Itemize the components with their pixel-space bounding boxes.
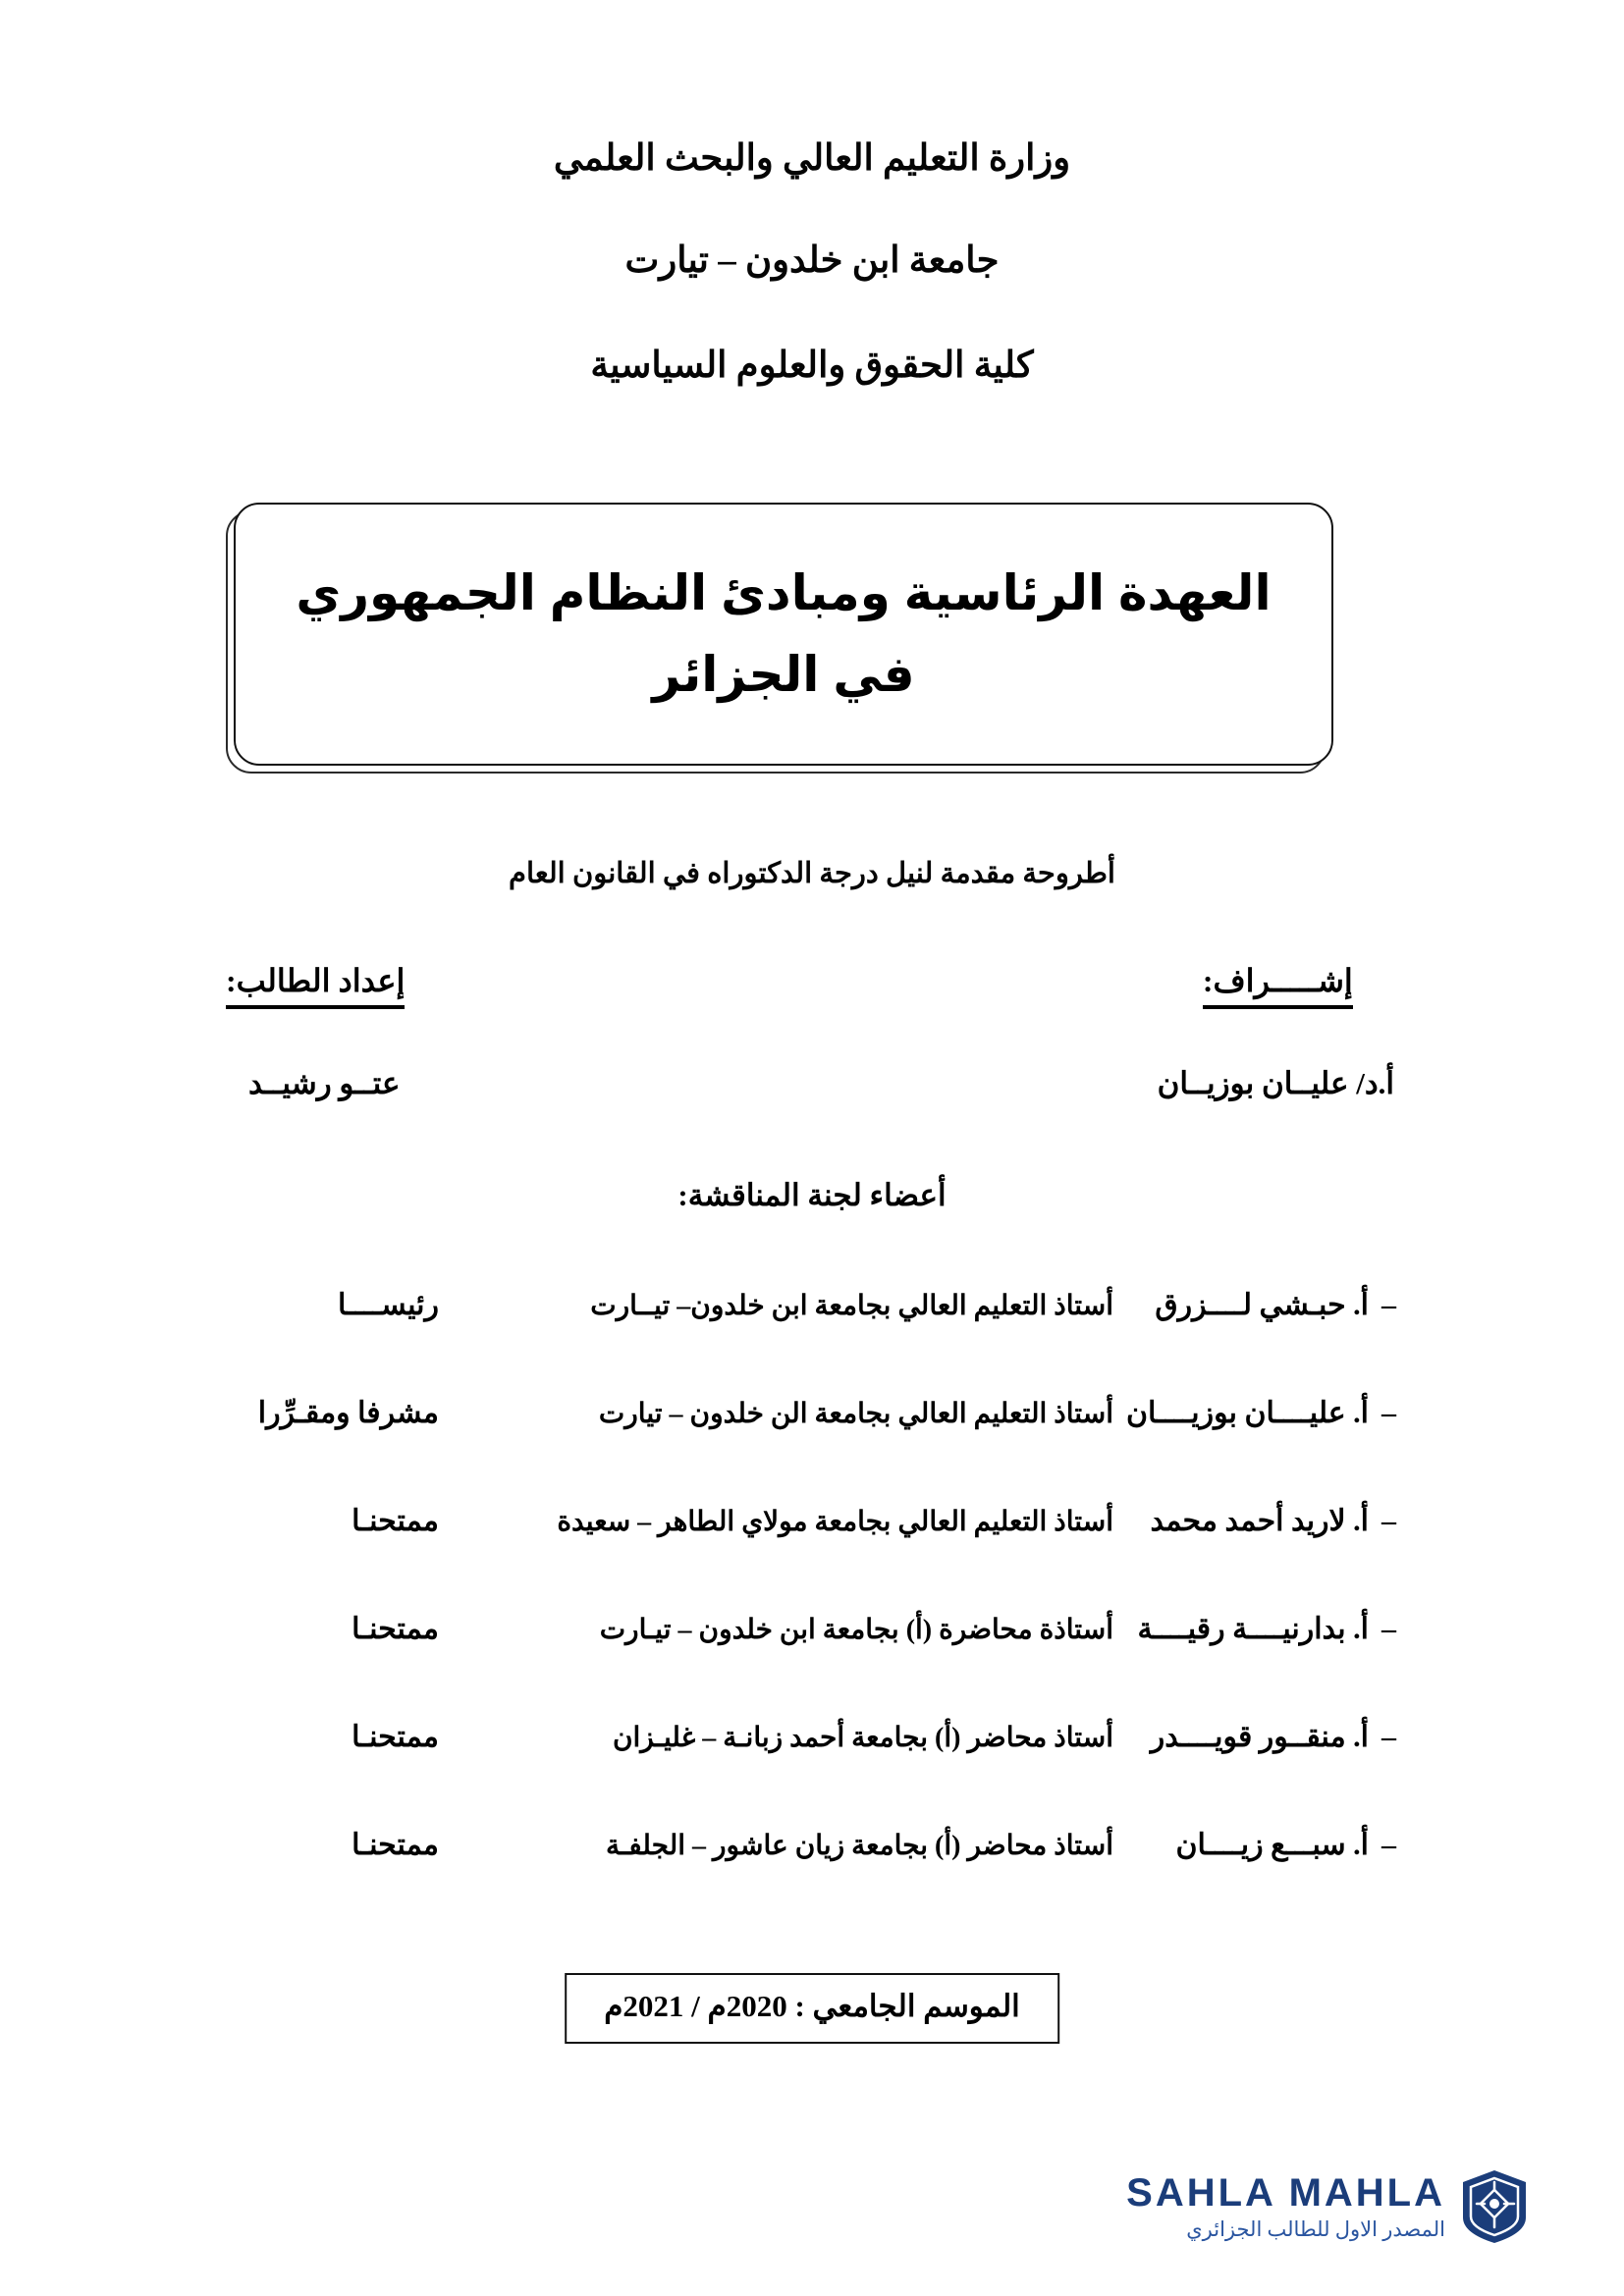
bullet-dash: – <box>1381 1289 1396 1321</box>
committee-member-role: مشرفا ومقـرِّرا <box>257 1397 439 1429</box>
authorship-row <box>226 962 1398 1101</box>
bullet-dash: – <box>1381 1721 1396 1753</box>
committee-member-rank: أستاذ التعليم العالي بجامعة الن خلدون – تيارت <box>598 1399 1113 1429</box>
committee-member-name: أ. سبـــع زيــــان <box>1175 1829 1369 1861</box>
supervisor-name: أ.د/ عليــان بوزيــان <box>1157 1066 1394 1100</box>
committee-member-rank: أستاذ محاضر (أ) بجامعة أحمد زبانـة – غليـزان <box>612 1723 1113 1753</box>
watermark-texts <box>1126 2172 1445 2242</box>
bullet-dash: – <box>1381 1505 1396 1537</box>
committee-row <box>228 1720 1396 1828</box>
committee-member-rank: أستاذ التعليم العالي بجامعة مولاي الطاهر – سعيدة <box>557 1507 1113 1537</box>
watermark-tagline: المصدر الاول للطالب الجزائري <box>1186 2216 1445 2241</box>
academic-year-box: الموسم الجامعي : 2020م / 2021م <box>565 1973 1059 2044</box>
committee-list <box>228 1288 1396 1936</box>
student-block <box>226 962 405 1101</box>
bullet-dash: – <box>1381 1829 1396 1861</box>
committee-row <box>228 1288 1396 1396</box>
committee-row <box>228 1504 1396 1612</box>
committee-member-name: أ. منقــور قويــــدر <box>1150 1721 1369 1753</box>
committee-member-role: ممتحنـا <box>352 1829 439 1861</box>
committee-row <box>228 1396 1396 1504</box>
thesis-title-line-1: العهدة الرئاسية ومبادئ النظام الجمهوري <box>296 564 1272 620</box>
committee-member-rank: أستاذ محاضر (أ) بجامعة زيان عاشور – الجلفـة <box>606 1831 1113 1861</box>
supervisor-block <box>1158 962 1398 1101</box>
committee-row <box>228 1828 1396 1936</box>
committee-row <box>228 1612 1396 1720</box>
faculty-line: كلية الحقوق والعلوم السياسية <box>590 345 1034 386</box>
watermark-brand: SAHLA MAHLA <box>1126 2170 1445 2215</box>
thesis-title-box <box>234 503 1333 766</box>
degree-statement: أطروحة مقدمة لنيل درجة الدكتوراه في القانون العام <box>509 858 1115 889</box>
student-label: إعداد الطالب: <box>226 962 405 1009</box>
committee-member-name: أ. بدارنيــــة رقيــــة <box>1137 1613 1369 1645</box>
committee-member-role: ممتحنـا <box>352 1721 439 1753</box>
committee-member-name: أ. عليــــان بوزيــــان <box>1125 1397 1369 1429</box>
committee-member-role: رئيســــا <box>338 1289 439 1321</box>
university-line: جامعة ابن خلدون – تيارت <box>624 240 1000 282</box>
committee-heading: أعضاء لجنة المناقشة: <box>677 1178 947 1212</box>
committee-member-rank: أستاذة محاضرة (أ) بجامعة ابن خلدون – تيـارت <box>599 1615 1113 1645</box>
institution-header <box>0 137 1624 388</box>
committee-member-role: ممتحنـا <box>352 1505 439 1537</box>
sahla-mahla-logo-icon <box>1459 2168 1530 2245</box>
committee-member-name: أ. لاريد أحمد محمد <box>1150 1505 1369 1537</box>
title-box-frame <box>234 503 1333 766</box>
thesis-title-line-2: في الجزائر <box>652 647 915 702</box>
supervisor-label: إشـــــراف: <box>1203 962 1353 1009</box>
committee-member-rank: أستاذ التعليم العالي بجامعة ابن خلدون– تيــارت <box>590 1291 1113 1321</box>
bullet-dash: – <box>1381 1397 1396 1429</box>
committee-member-role: ممتحنـا <box>352 1613 439 1645</box>
committee-member-name: أ. حبـشي لــــزرق <box>1155 1289 1369 1321</box>
bullet-dash: – <box>1381 1613 1396 1645</box>
ministry-line: وزارة التعليم العالي والبحث العلمي <box>553 138 1071 179</box>
sahla-mahla-watermark <box>1126 2168 1530 2245</box>
student-name: عتــو رشيــد <box>247 1066 401 1100</box>
